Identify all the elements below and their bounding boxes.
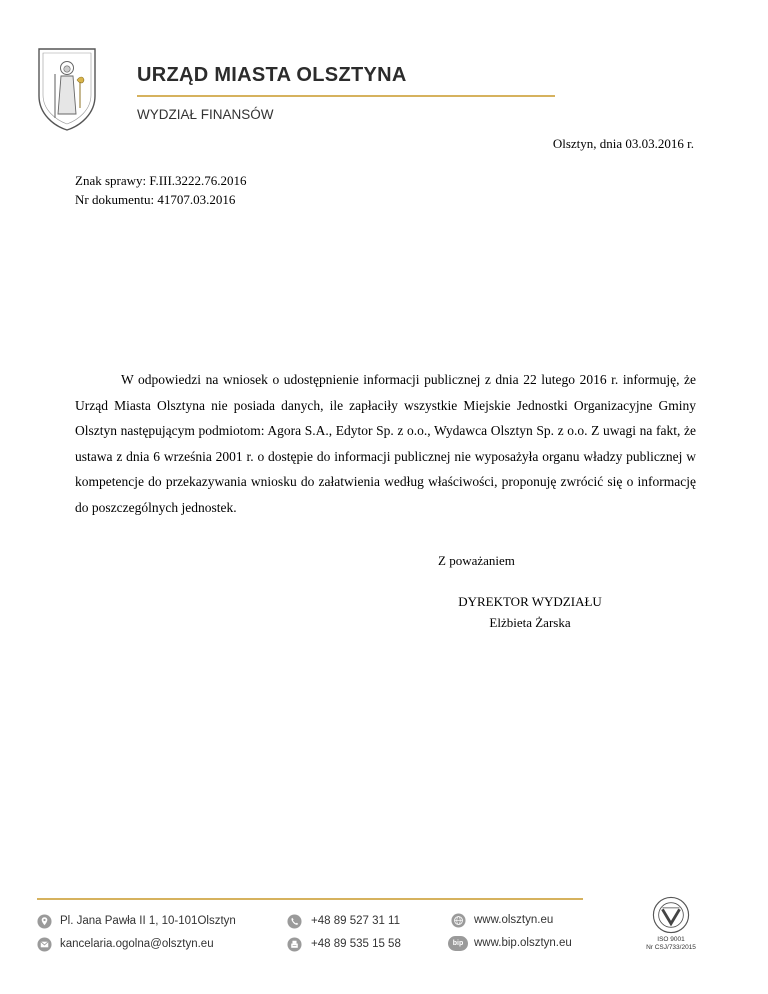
document-number: Nr dokumentu: 41707.03.2016 (75, 192, 236, 207)
fax-icon (287, 937, 302, 952)
crest-icon (36, 46, 98, 132)
mail-icon (37, 937, 52, 952)
place-date: Olsztyn, dnia 03.03.2016 r. (552, 136, 694, 151)
globe-icon (451, 913, 466, 928)
footer-address: Pl. Jana Pawła II 1, 10-101Olsztyn (60, 915, 236, 927)
closing-salutation: Z poważaniem (438, 553, 515, 568)
location-icon (37, 914, 52, 929)
body-paragraph: W odpowiedzi na wniosek o udostępnienie informacji publicznej z dnia 22 lutego 2016 r. informuję, że Urząd Miasta Olsztyna nie posiada danych, ile zapłaciły wszystkie Miejskie Jednostki Organizacyjne Gminy Olsztyn następującym podmiotom: Agora S.A., Edytor Sp. z o.o., Wydawca Olsztyn Sp. z o.o. Z uwagi na fakt, że ustawa z dnia 6 września 2001 r. o dostępie do informacji publicznej nie wyposażyła organu władzy publicznej w kompetencje do przekazywania wniosku do załatwienia według właściwości, proponuję zwrócić się o informację do poszczególnych jednostek. (75, 372, 696, 515)
footer-phone-2: +48 89 535 15 58 (311, 938, 401, 950)
iso-certificate-number: Nr CSJ/733/2015 (646, 944, 696, 951)
letter-body (75, 367, 696, 520)
signature-block (440, 591, 620, 633)
iso-standard: ISO 9001 (657, 936, 685, 943)
footer-divider (37, 898, 583, 900)
phone-icon (287, 914, 302, 929)
case-number: Znak sprawy: F.III.3222.76.2016 (75, 173, 247, 188)
signer-name: Elżbieta Żarska (489, 615, 571, 630)
bip-icon: bip (448, 936, 468, 951)
iso-certificate (625, 936, 717, 952)
footer-bip-website[interactable]: www.bip.olsztyn.eu (474, 937, 572, 949)
signer-title: DYREKTOR WYDZIAŁU (458, 594, 602, 609)
header-divider (137, 95, 555, 97)
organization-title: URZĄD MIASTA OLSZTYNA (137, 64, 407, 86)
footer-website[interactable]: www.olsztyn.eu (474, 914, 554, 926)
iso-logo-icon (652, 896, 690, 934)
footer-email[interactable]: kancelaria.ogolna@olsztyn.eu (60, 938, 214, 950)
department-name: WYDZIAŁ FINANSÓW (137, 107, 274, 122)
footer-phone-1: +48 89 527 31 11 (311, 915, 400, 927)
reference-block (75, 171, 247, 209)
